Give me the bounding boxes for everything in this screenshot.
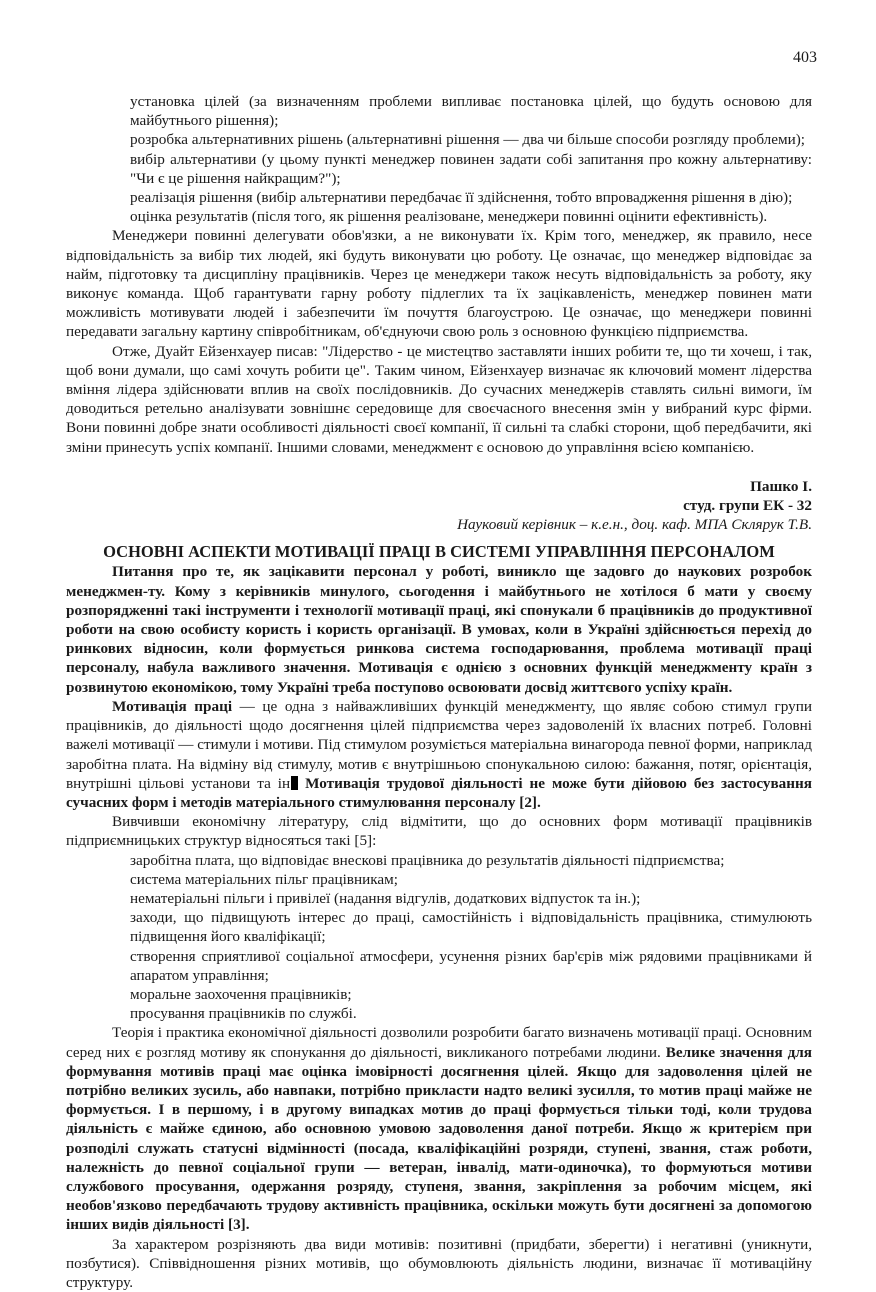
paragraph-question: Питання про те, як зацікавити персонал у роботі, виникло ще задовго до наукових розробок менеджмен-ту. Кому з керівників минулого, сьогодення і майбутнього не хотілося б мати у своєму розпорядженні такі інструменти і технології мотивації праці, які спонукали б працівників до продуктивної роботи на свою особисту користь і користь організації. В умовах, коли в Україні здійснюється перехід до ринкових відносин, коли формується ринкова система господарювання, проблема мотивації праці персоналу, набула важливого значення. Мотивація є однією з основних функцій менеджменту країн з розвинутою економікою, тому Україні треба поступово освоювати досвід життєвого успіху країн. [66,563,812,696]
author-name: Пашко І. [750,477,812,495]
list-item: оцінка результатів (після того, як рішення реалізоване, менеджери повинні оцінити ефективність). [130,208,768,226]
paragraph-forms-intro: Вивчивши економічну літературу, слід відмітити, що до основних форм мотивації працівників підприємницьких структур відносяться такі [5]: [66,813,812,850]
term-motivation-lead: Мотивація праці [112,697,233,715]
paragraph-eisenhower: Отже, Дуайт Ейзенхауер писав: "Лідерство - це мистецтво заставляти інших робити те, що ти хочеш, і так, щоб вони думали, що самі хочуть робити це". Таким чином, Ейзенхауер визначає як ключовий момент лідерства вміння лідера здійснювати вплив на своїх послідовників. До сучасних менеджерів ставлять сильні вимоги, їм доводиться ретельно аналізувати зовнішнє середовище для своєчасного внесення змін у вибраний курс фірми. Вони повинні добре знати особливості діяльності своєї компанії, її сильні та слабкі сторони, щоб передбачити, які зміни принесуть успіх компанії. Іншими словами, менеджмент є основою до управління всією компанією. [66,342,812,456]
list-item: заходи, що підвищують інтерес до праці, самостійність і відповідальність працівника, стимулюють підвищення його кваліфікації; [130,909,812,946]
list-item: моральне заохочення працівників; [130,985,352,1003]
motivation-definition-bold-tail: Мотивація трудової діяльності не може бути дійовою без застосування сучасних форм і методів матеріального стимулювання персоналу [2]. [66,774,812,811]
paragraph-motive-types: За характером розрізняють два види мотивів: позитивні (придбати, зберегти) і негативні (уникнути, позбутися). Співвідношення різних мотивів, що обумовлюють діяльність людини, визначає її мотиваційну структуру. [66,1235,812,1291]
list-item: установка цілей (за визначенням проблеми випливає постановка цілей, що будуть основою для майбутнього рішення); [130,93,812,130]
list-item: просування працівників по службі. [130,1005,357,1023]
paragraph-delegation: Менеджери повинні делегувати обов'язки, а не виконувати їх. Крім того, менеджер, як правило, несе відповідальність за вибір тих людей, які будуть виконувати цю роботу. Це означає, що менеджер відповідає за найм, підготовку та дисципліну працівників. Через це менеджери також несуть відповідальність за роботу, яку виконує команда. Щоб гарантувати гарну роботу підлеглих та їх зацікавленість, менеджер повинен мати можливість мотивувати людей і забезпечити їм почуття благоустрою. Це означає, що менеджери повинні передавати загальну картину співробітникам, об'єднуючи свою роль з основною функцією підприємства. [66,227,812,341]
list-item: створення сприятливої соціальної атмосфери, усунення різних бар'єрів між рядовими працівниками й апаратом управління; [130,947,812,984]
article-title: ОСНОВНІ АСПЕКТИ МОТИВАЦІЇ ПРАЦІ В СИСТЕМІ УПРАВЛІННЯ ПЕРСОНАЛОМ [103,542,775,562]
theory-bold-tail: Велике значення для формування мотивів праці має оцінка імовірності досягнення цілей. Якщо для задоволення цілей не потрібно великих зусиль, або навпаки, потрібно прикласти надто великі зусилля, то мотив праці майже не формується. І в першому, і в другому випадках мотив до праці формується тільки тоді, коли трудова діяльність є майже єдиною, або основною умовою задоволення даної потреби. Якщо ж критерієм при розподілі служать статусні відмінності (посада, кваліфікаційні розряди, ступені, звання, стаж роботи, належність до певної соціальної групи — ветеран, інвалід, мати-одиночка), то формуються мотиви службового просування, одержання розряду, ступеня, звання, закріплення за робочим місцем, які необов'язково передбачають трудову активність працівника, оскільки можуть бути досягнені за допомогою інших видів діяльності [3]. [66,1043,812,1234]
theory-text: Теорія і практика економічної діяльності дозволили розробити багато визначень мотивації праці. Основним серед них є розгляд мотиву як спонукання до діяльності, викликаного потребами людини. [66,1024,812,1061]
list-item: реалізація рішення (вибір альтернативи передбачає її здійснення, тобто впровадження рішення в дію); [130,189,793,207]
motivation-forms-list [66,851,812,1024]
list-item: заробітна плата, що відповідає внескові працівника до результатів діяльності підприємства; [130,851,725,869]
list-item: розробка альтернативних рішень (альтернативні рішення — два чи більше способи розгляду проблеми); [130,131,806,149]
paragraph-theory [66,1023,812,1234]
decision-steps-list [66,92,812,226]
signature-block [66,477,812,535]
page-content [66,92,812,1292]
supervisor-line: Науковий керівник – к.е.н., доц. каф. МПА Склярук Т.В. [457,516,812,534]
motivation-definition-text: — це одна з найважливіших функцій менеджменту, що являє собою стимул групи працівників, до діяльності щодо досягнення цілей підприємства через задоволеній їх власних потреб. Головні важелі мотивації — стимули і мотиви. Під стимулом розуміється матеріальна винагорода певної форми, наприклад заробітна плата. На відміну від стимулу, мотив є внутрішньою спонукальною силою: бажання, потяг, орієнтація, внутрішні цільові установи та ін [66,697,812,792]
list-item: система матеріальних пільг працівникам; [130,870,398,888]
page-number: 403 [793,49,817,66]
list-item: нематеріальні пільги і привілеї (надання відгулів, додаткових відпусток та ін.); [130,889,641,907]
list-item: вибір альтернативи (у цьому пункті менеджер повинен задати собі запитання про кожну альтернативу: "Чи є це рішення найкращим?"); [130,150,812,187]
author-group: студ. групи ЕК - 32 [683,497,812,515]
paragraph-motivation-definition [66,697,812,812]
